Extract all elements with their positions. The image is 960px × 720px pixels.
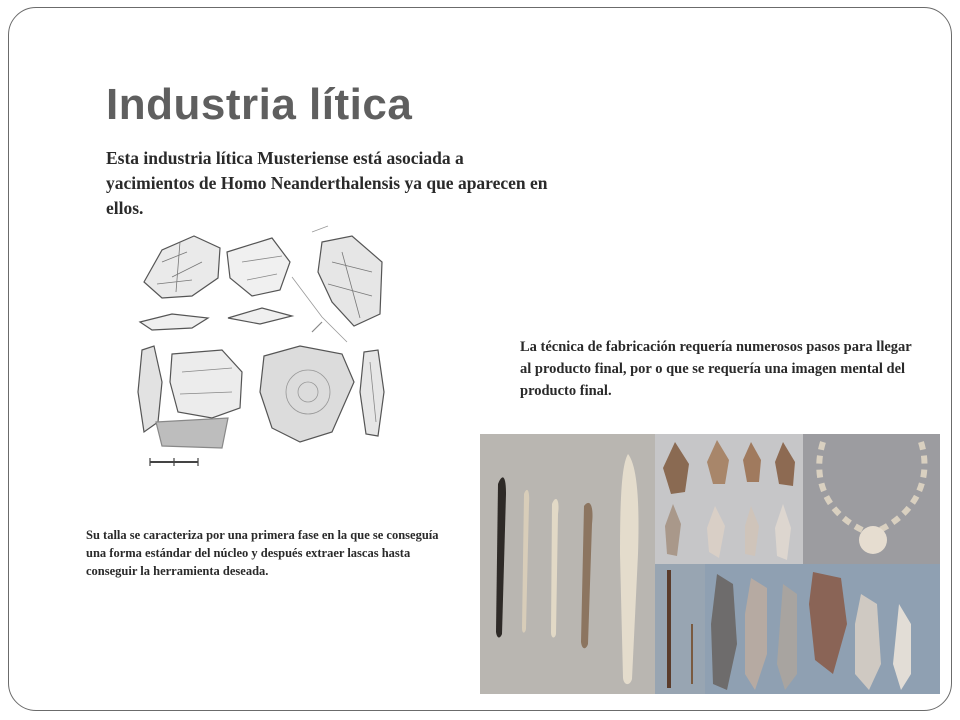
slide-title: Industria lítica: [106, 80, 413, 129]
tool-sketch-3: [292, 226, 382, 342]
artifact-photo-collage: [480, 434, 940, 694]
shell-necklace-photo: [803, 434, 940, 564]
tool-sketch-8: [156, 418, 228, 448]
tool-sketch-6: [260, 346, 354, 442]
scale-bar: [150, 458, 198, 466]
technique-paragraph: La técnica de fabricación requería numerosos pasos para llegar al producto final, por o que se requería una imagen mental del producto final.: [520, 339, 912, 399]
talla-paragraph: Su talla se caracteriza por una primera fase en la que se conseguía una forma estándar del núcleo y después extraer lascas hasta conseguir la herramienta deseada.: [86, 528, 439, 578]
lithic-tools-drawing: [132, 222, 397, 472]
intro-paragraph: Esta industria lítica Musteriense está asociada a yacimientos de Homo Neanderthalensis ya que aparecen en ellos.: [106, 148, 548, 218]
tool-sketch-7: [360, 350, 384, 436]
stone-blades-photo: [655, 564, 940, 694]
bone-tools-photo: [480, 434, 655, 694]
tool-sketch-2: [227, 238, 290, 296]
tool-sketch-4: [140, 308, 322, 332]
tool-sketch-1: [144, 236, 220, 298]
arrowheads-photo: [655, 434, 803, 564]
